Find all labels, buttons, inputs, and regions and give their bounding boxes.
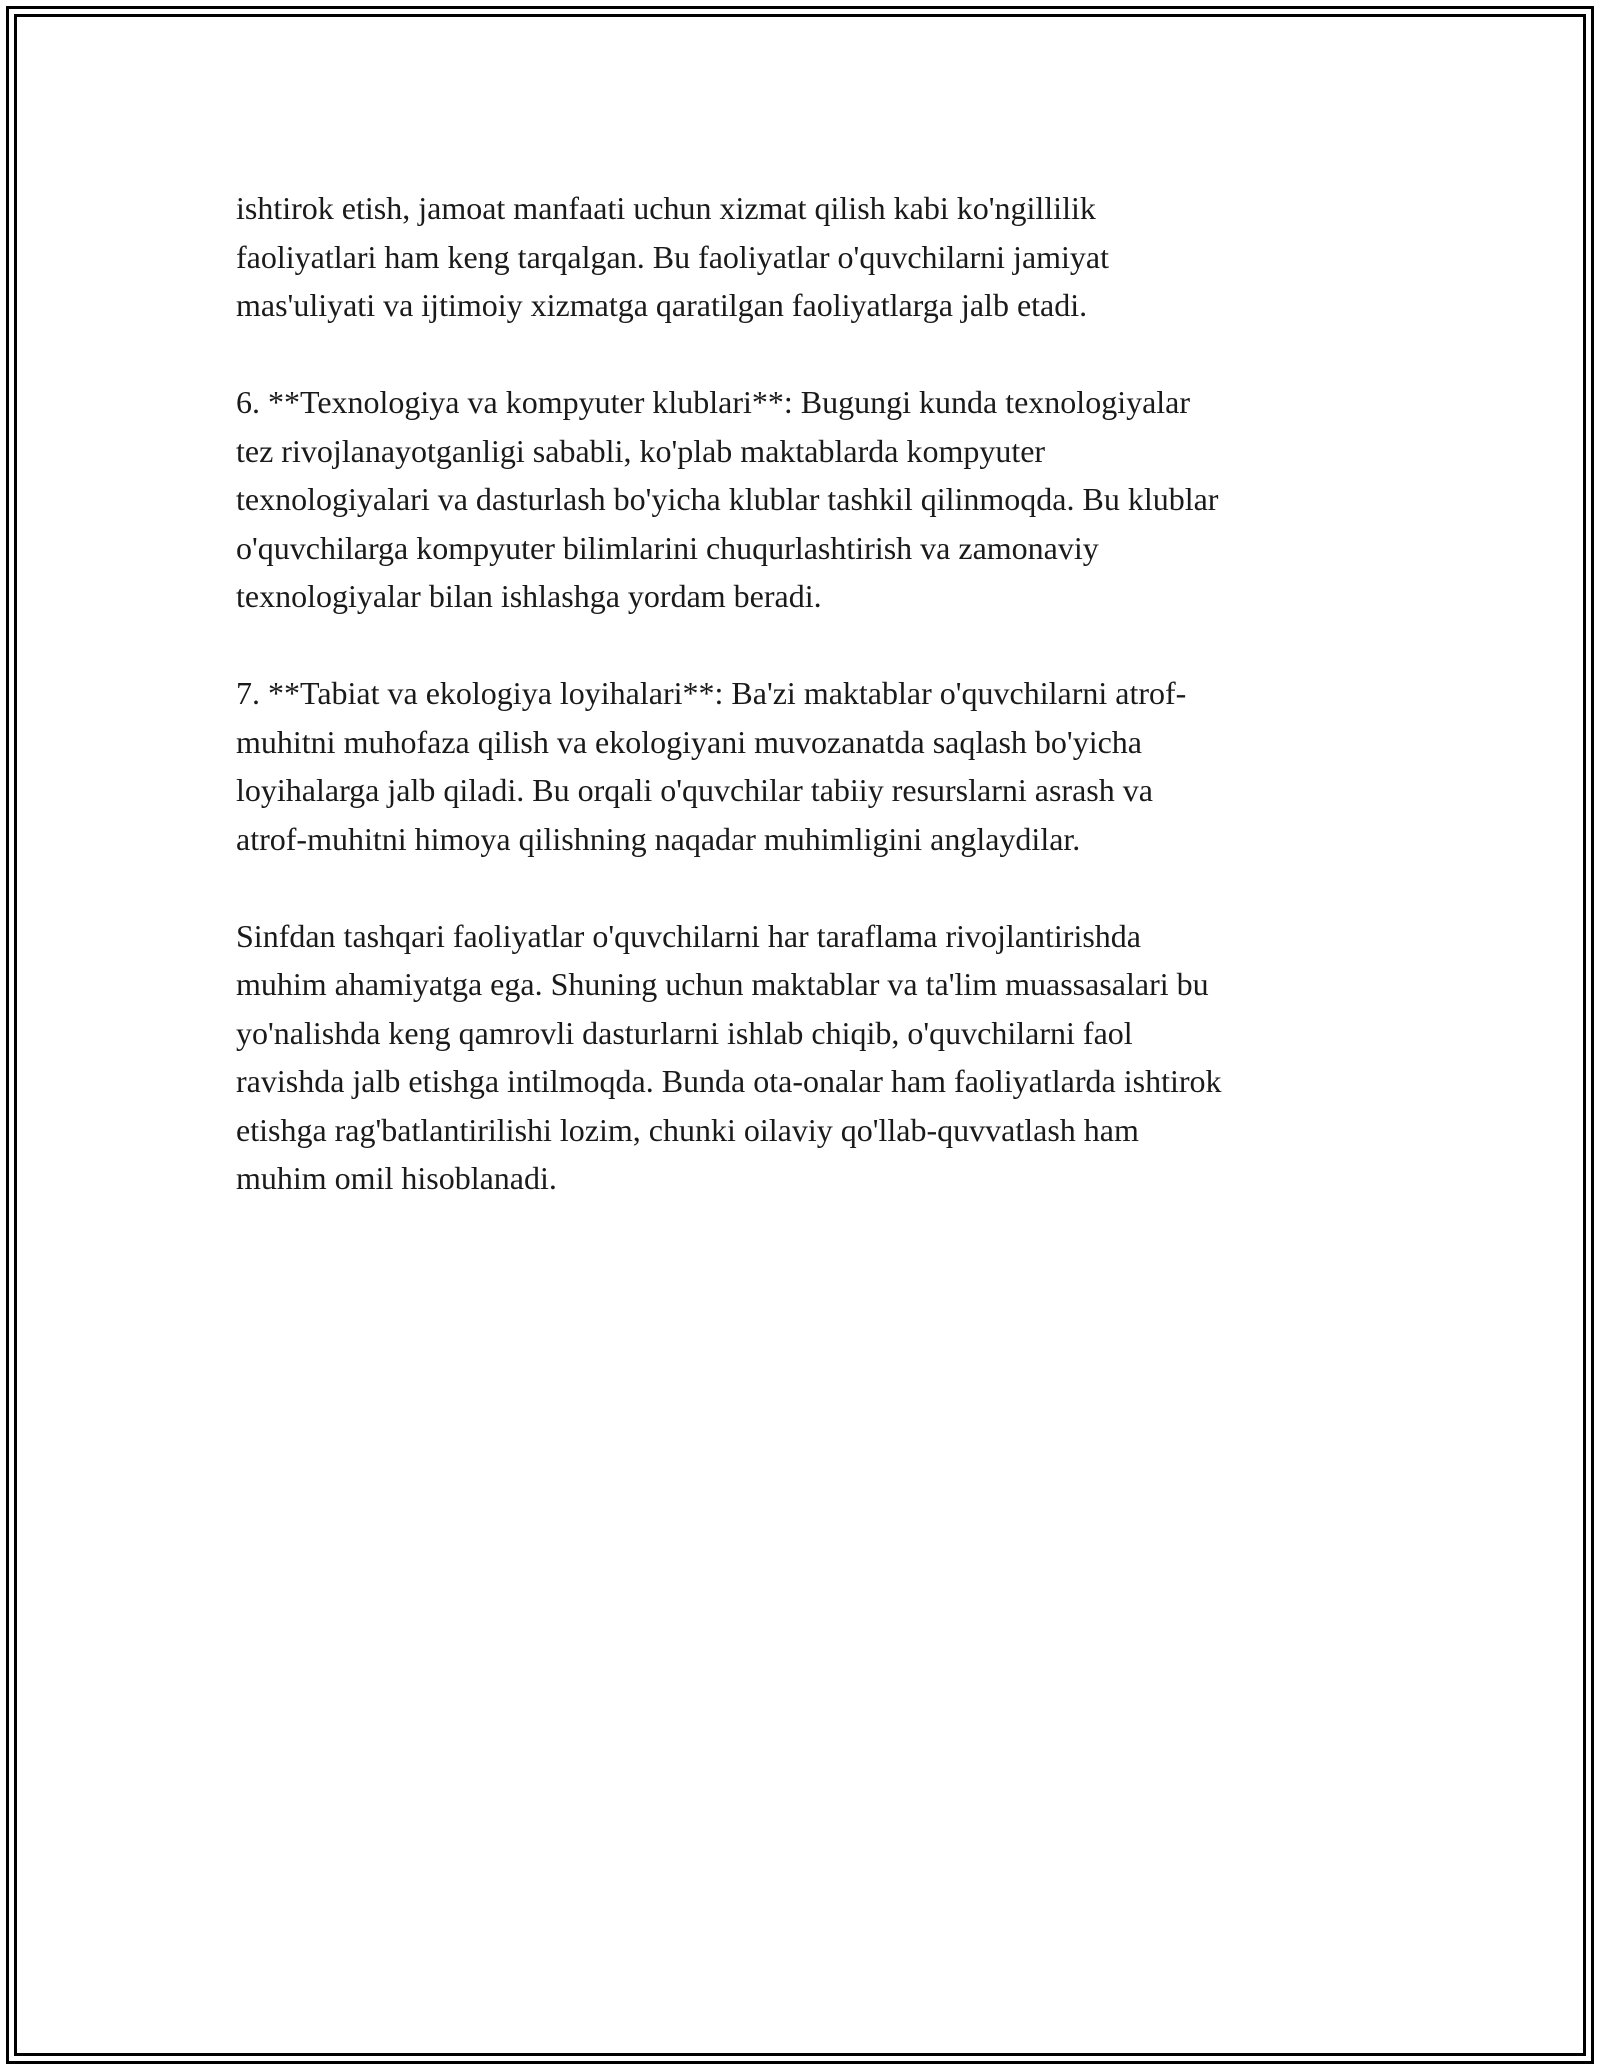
text-line: faoliyatlari ham keng tarqalgan. Bu faoliyatlar o'quvchilarni jamiyat <box>236 238 1110 275</box>
text-line: ishtirok etish, jamoat manfaati uchun xizmat qilish kabi ko'ngillilik <box>236 190 1096 226</box>
text-line: mas'uliyati va ijtimoiy xizmatga qaratilgan faoliyatlarga jalb etadi. <box>236 287 1088 323</box>
text-line: texnologiyalari va dasturlash bo'yicha klublar tashkil qilinmoqda. Bu klublar <box>236 481 1219 517</box>
paragraph-technology-clubs <box>236 378 1376 621</box>
paragraph-conclusion <box>236 912 1376 1203</box>
text-line: o'quvchilarga kompyuter bilimlarini chuqurlashtirish va zamonaviy <box>236 529 1099 566</box>
document-body <box>236 184 1376 1251</box>
text-line: atrof-muhitni himoya qilishning naqadar muhimligini anglaydilar. <box>236 820 1081 857</box>
text-line: muhitni muhofaza qilish va ekologiyani muvozanatda saqlash bo'yicha <box>236 723 1142 760</box>
text-line: yo'nalishda keng qamrovli dasturlarni ishlab chiqib, o'quvchilarni faol <box>236 1014 1133 1051</box>
text-line: ravishda jalb etishga intilmoqda. Bunda ota-onalar ham faoliyatlarda ishtirok <box>236 1063 1222 1099</box>
text-line: loyihalarga jalb qiladi. Bu orqali o'quvchilar tabiiy resurslarni asrash va <box>236 772 1153 808</box>
text-line: 7. **Tabiat va ekologiya loyihalari**: Ba'zi maktablar o'quvchilarni atrof- <box>236 675 1187 711</box>
text-line: muhim omil hisoblanadi. <box>236 1160 557 1196</box>
text-line: 6. **Texnologiya va kompyuter klublari**: Bugungi kunda texnologiyalar <box>236 384 1191 420</box>
text-line: etishga rag'batlantirilishi lozim, chunki oilaviy qo'llab-quvvatlash ham <box>236 1111 1139 1148</box>
paragraph-ecology-projects <box>236 669 1376 863</box>
text-line: texnologiyalar bilan ishlashga yordam beradi. <box>236 578 822 614</box>
text-line: tez rivojlanayotganligi sababli, ko'plab maktablarda kompyuter <box>236 432 1046 469</box>
text-line: muhim ahamiyatga ega. Shuning uchun maktablar va ta'lim muassasalari bu <box>236 966 1209 1002</box>
paragraph-volunteering <box>236 184 1376 330</box>
text-line: Sinfdan tashqari faoliyatlar o'quvchilarni har taraflama rivojlantirishda <box>236 917 1141 954</box>
